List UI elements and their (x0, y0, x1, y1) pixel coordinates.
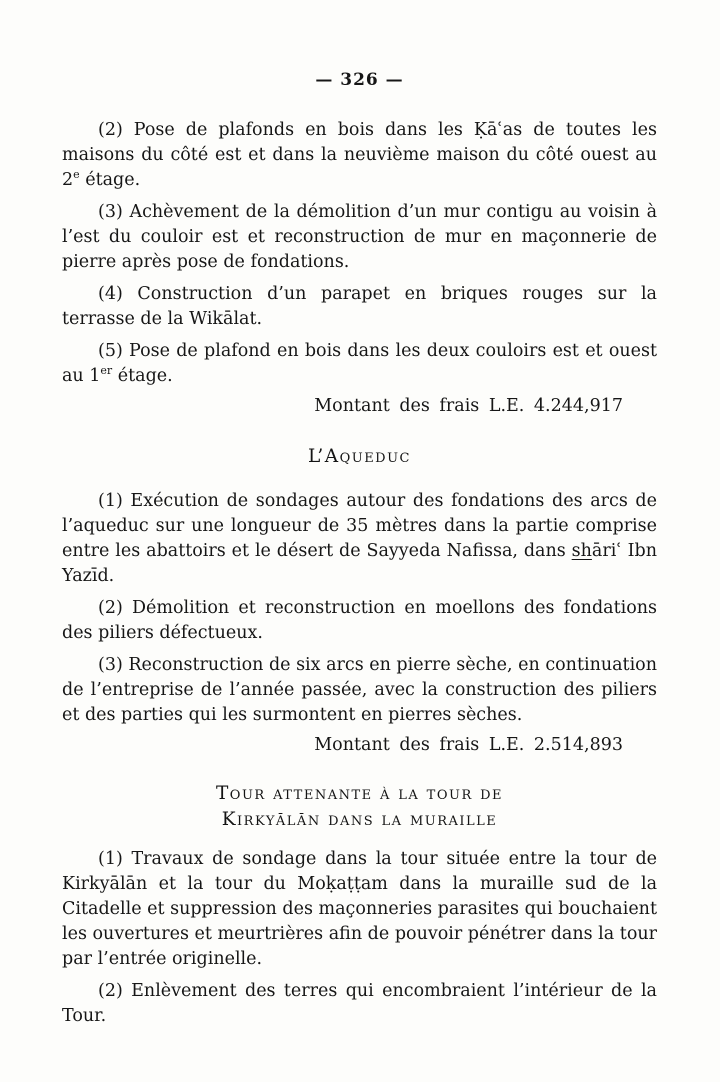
section-wikalat (62, 118, 657, 416)
section-heading-tour (62, 781, 657, 833)
paragraph-text: (1) Exécution de sondages autour des fondations des arcs de l’aqueduc sur une longueur de 35 mètres dans la partie comprise entre les abattoirs et le désert de Sayyeda Nafissa, dans (62, 491, 657, 561)
paragraph-item-1: (1) Travaux de sondage dans la tour située entre la tour de Kirkyālān et la tour du Moḳaṭṭam dans la muraille sud de la Citadelle et suppression des maçonneries parasites qui bouchaient les ouvertures et meurtrières afin de pouvoir pénétrer dans la tour par l’entrée originelle. (62, 849, 657, 969)
paragraph-item-2: (2) Démolition et reconstruction en moellons des fondations des piliers défectueux. (62, 598, 657, 643)
section-heading-aqueduc: L’Aqueduc (307, 446, 412, 467)
section-tour (62, 781, 657, 1029)
page-number: — 326 — (315, 70, 404, 90)
paragraph-item-4: (4) Construction d’un parapet en briques rouges sur la terrasse de la Wikālat. (62, 284, 657, 329)
paragraph-item-1 (62, 489, 657, 589)
section-aqueduc (62, 446, 657, 755)
underlined-transliteration: sh (571, 541, 592, 561)
amount-total-line: Montant des frais L.E. 4.244,917 (314, 396, 623, 416)
amount-total-line: Montant des frais L.E. 2.514,893 (314, 735, 623, 755)
paragraph-item-5 (62, 339, 657, 389)
heading-line-2: Kirkyālān dans la muraille (221, 809, 498, 830)
heading-line-1: Tour attenante à la tour de (215, 783, 504, 804)
paragraph-item-2: (2) Enlèvement des terres qui encombraient l’intérieur de la Tour. (62, 981, 657, 1026)
paragraph-text: āriʿ Ibn Yazīd. (62, 541, 657, 586)
paragraph-item-2 (62, 118, 657, 193)
paragraph-text: étage. (112, 366, 173, 386)
superscript-ordinal: e (73, 168, 80, 182)
paragraph-item-3: (3) Achèvement de la démolition d’un mur contigu au voisin à l’est du couloir est et reconstruction de mur en maçonnerie de pierre après pose de fondations. (62, 202, 657, 272)
paragraph-item-3: (3) Reconstruction de six arcs en pierre sèche, en continuation de l’entreprise de l’année passée, avec la construction des piliers et des parties qui les surmontent en pierres sèches. (62, 655, 657, 725)
paragraph-text: (5) Pose de plafond en bois dans les deux couloirs est et ouest au 1 (62, 341, 657, 386)
paragraph-text: étage. (79, 170, 141, 190)
paragraph-text: (2) Pose de plafonds en bois dans les Ḳāʿas de toutes les maisons du côté est et dans la neuvième maison du côté ouest au 2 (62, 120, 657, 190)
superscript-ordinal: er (100, 364, 113, 378)
